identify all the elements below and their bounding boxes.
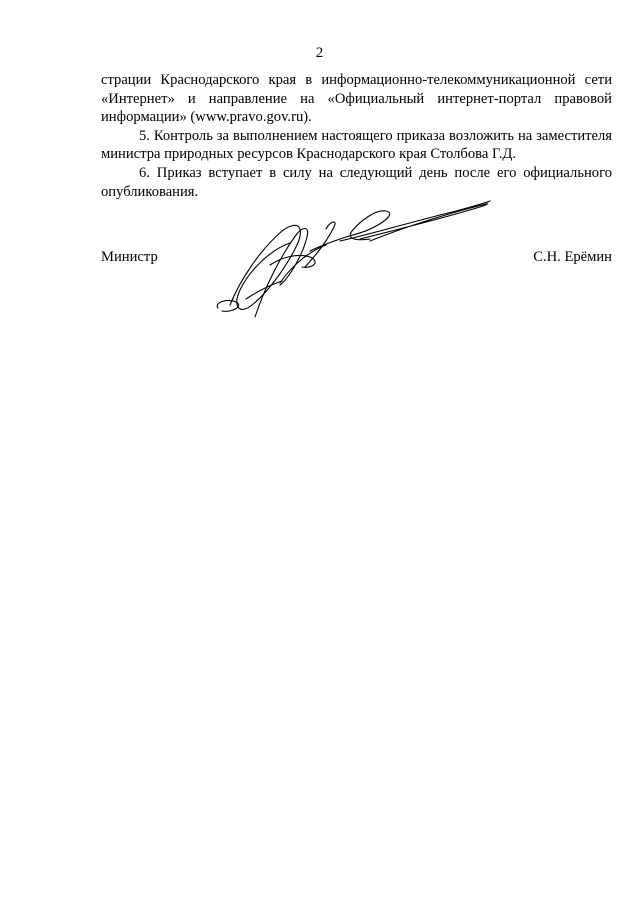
- handwritten-signature-icon: [210, 195, 495, 325]
- paragraph-5: 5. Контроль за выполнением настоящего приказа возложить на заместителя министра природных ресурсов Краснодарского края Столбова Г.Д.: [101, 127, 612, 163]
- document-body: [101, 71, 612, 201]
- signer-position: Министр: [101, 249, 158, 265]
- paragraph-6: 6. Приказ вступает в силу на следующий день после его официального опубликования.: [101, 164, 612, 200]
- paragraph-continuation: страции Краснодарского края в информационно-телекоммуникационной сети «Интернет» и направление на «Официальный интернет-портал правовой информации» (www.pravo.gov.ru).: [101, 72, 612, 126]
- page-number: 2: [315, 45, 324, 61]
- signer-name: С.Н. Ерёмин: [533, 249, 612, 265]
